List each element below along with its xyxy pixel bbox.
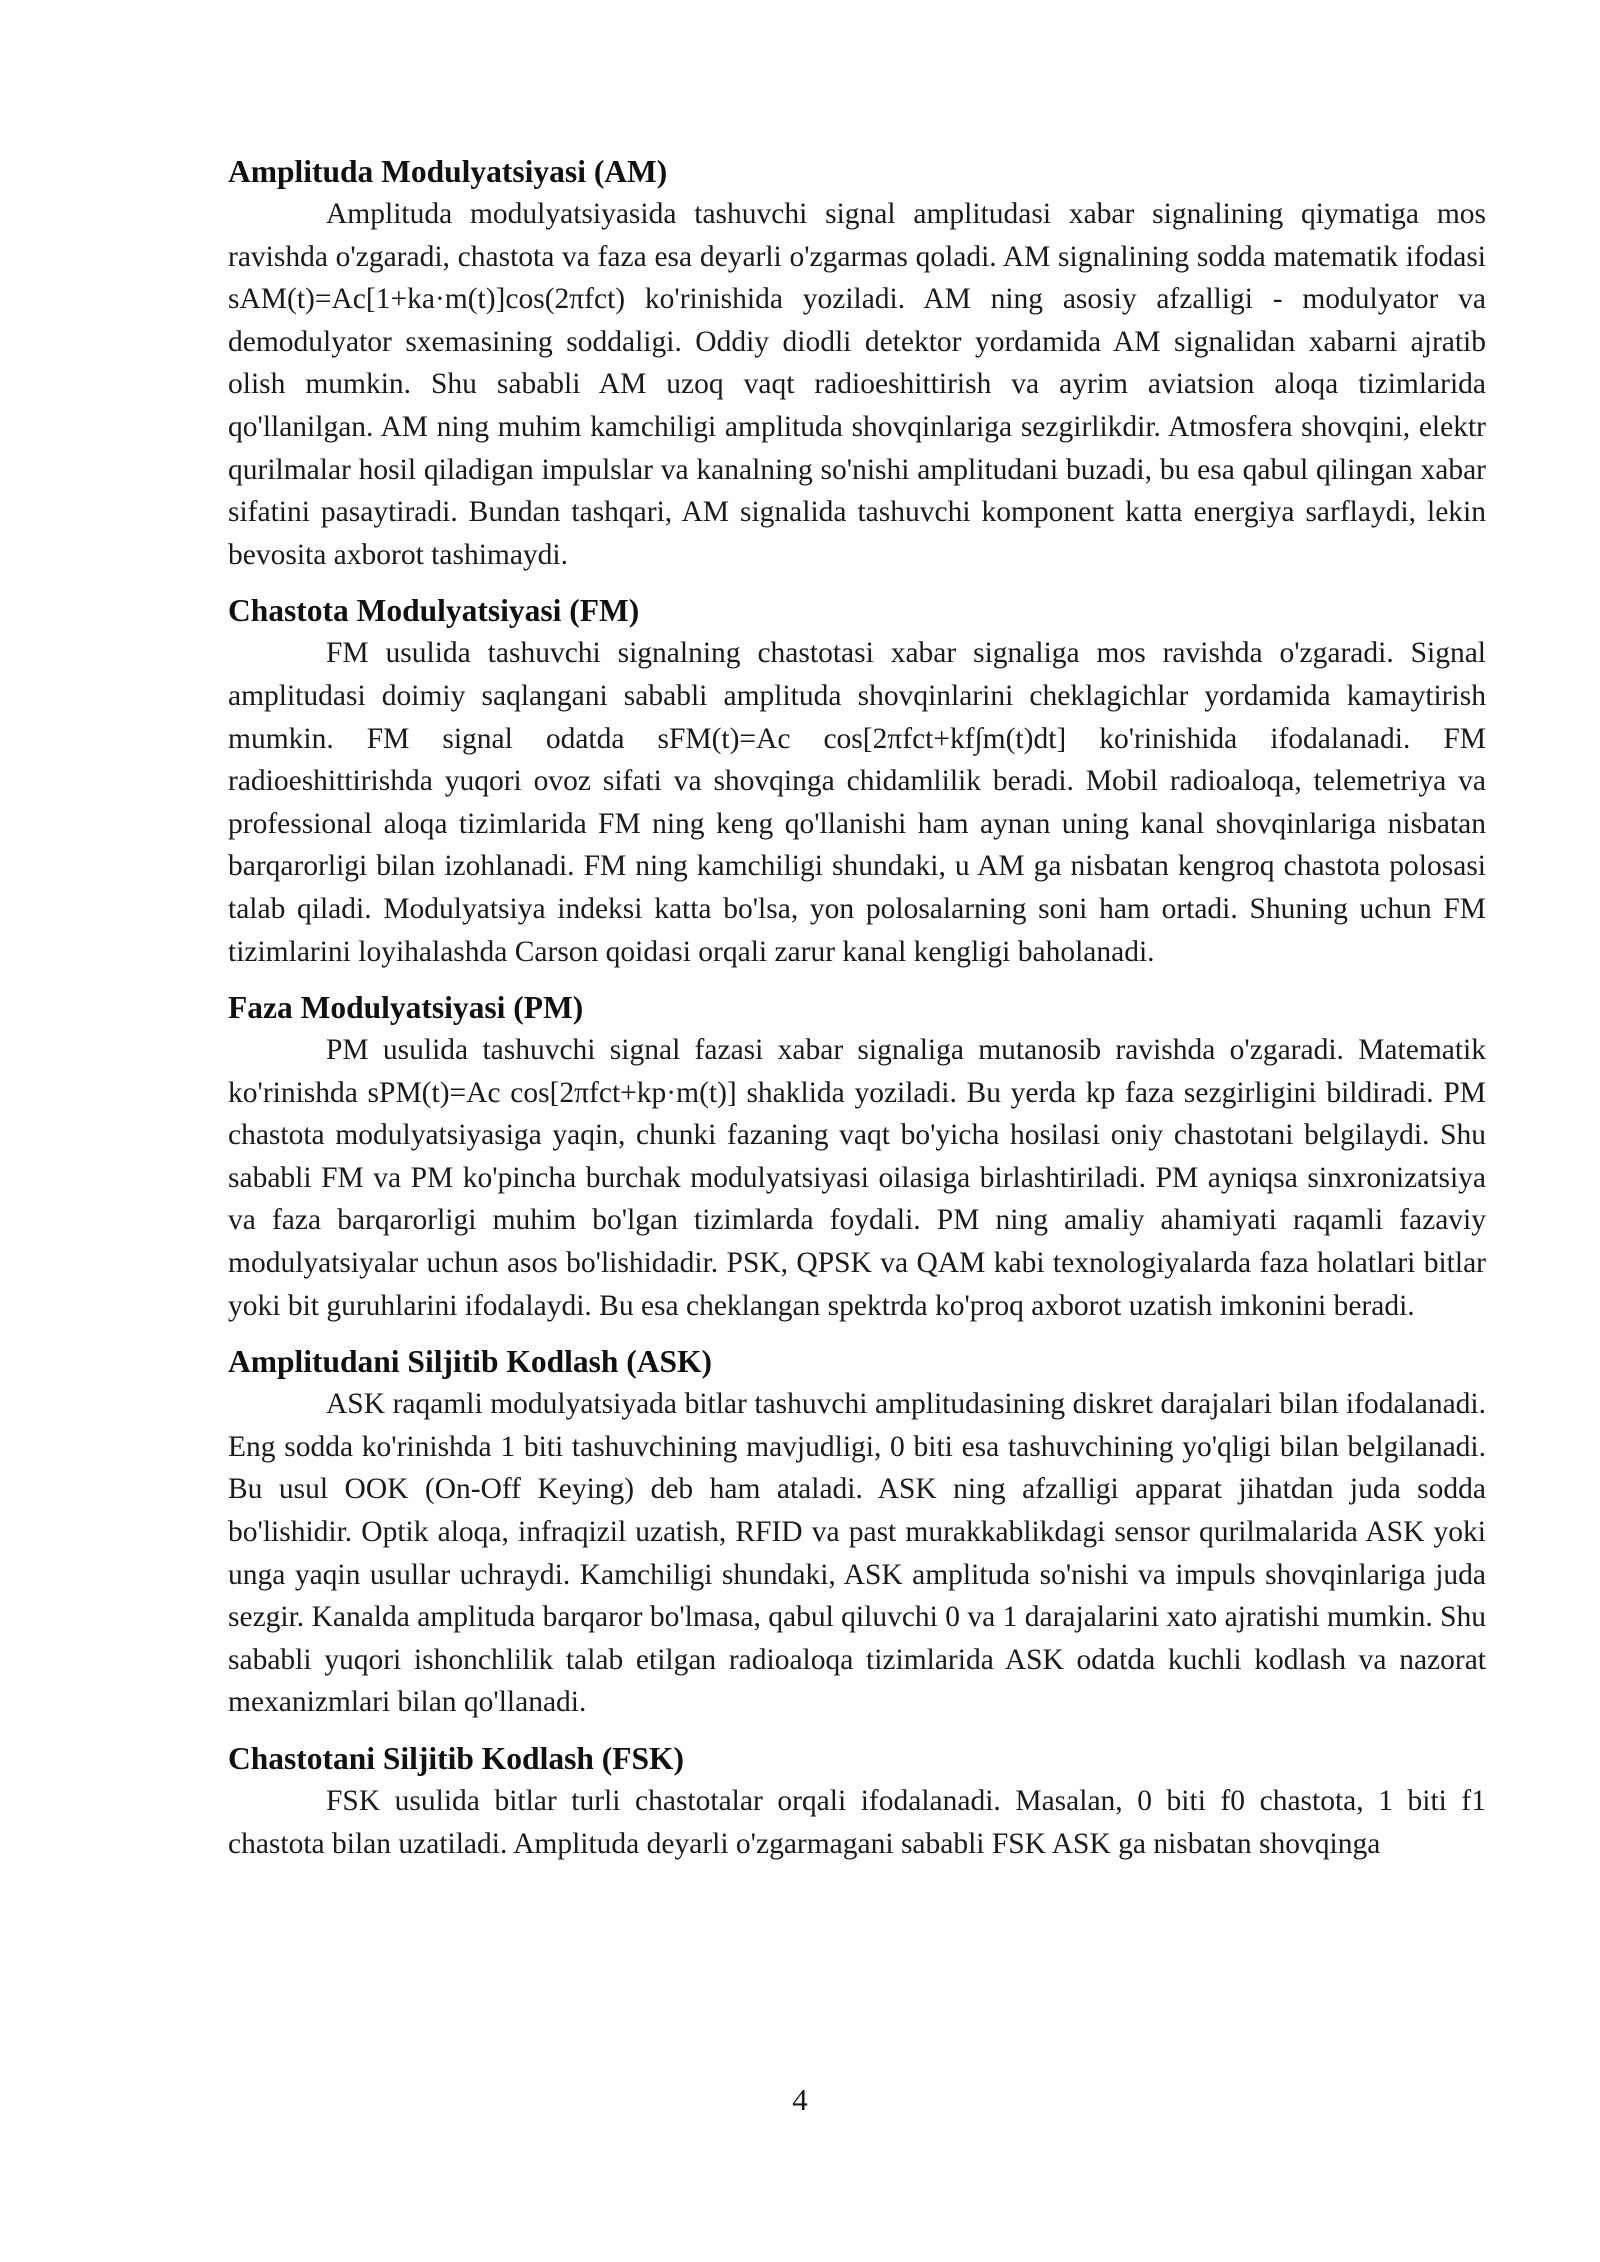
section-heading: Chastota Modulyatsiyasi (FM) [228, 593, 640, 629]
section-paragraph: FM usulida tashuvchi signalning chastotasi xabar signaliga mos ravishda o'zgaradi. Signal amplitudasi doimiy saqlangani sababli amplituda shovqinlarini cheklagichlar yordamida kamaytirish mumkin. FM signal odatda sFM(t)=Ac cos[2πfct+kf∫m(t)dt] ko'rinishida ifodalanadi. FM radioeshittirishda yuqori ovoz sifati va shovqinga chidamlilik beradi. Mobil radioaloqa, telemetriya va professional aloqa tizimlarida FM ning keng qo'llanishi ham aynan uning kanal shovqinlariga nisbatan barqarorligi bilan izohlanadi. FM ning kamchiligi shundaki, u AM ga nisbatan kengroq chastota polosasi talab qiladi. Modulyatsiya indeksi katta bo'lsa, yon polosalarning soni ham ortadi. Shuning uchun FM tizimlarini loyihalashda Carson qoidasi orqali zarur kanal kengligi baholanadi. [228, 637, 1486, 968]
section-paragraph: FSK usulida bitlar turli chastotalar orqali ifodalanadi. Masalan, 0 biti f0 chastota, 1 biti f1 chastota bilan uzatiladi. Amplituda deyarli o'zgarmagani sababli FSK ASK ga nisbatan shovqinga [228, 1785, 1486, 1860]
section-fsk [228, 1737, 1486, 1865]
section-pm [228, 986, 1486, 1327]
section-ask [228, 1340, 1486, 1724]
section-am [228, 150, 1486, 576]
section-paragraph: ASK raqamli modulyatsiyada bitlar tashuvchi amplitudasining diskret darajalari bilan ifodalanadi. Eng sodda ko'rinishda 1 biti tashuvchining mavjudligi, 0 biti esa tashuvchining yo'qligi bilan belgilanadi. Bu usul OOK (On-Off Keying) deb ham ataladi. ASK ning afzalligi apparat jihatdan juda sodda bo'lishidir. Optik aloqa, infraqizil uzatish, RFID va past murakkablikdagi sensor qurilmalarida ASK yoki unga yaqin usullar uchraydi. Kamchiligi shundaki, ASK amplituda so'nishi va impuls shovqinlariga juda sezgir. Kanalda amplituda barqaror bo'lmasa, qabul qiluvchi 0 va 1 darajalarini xato ajratishi mumkin. Shu sababli yuqori ishonchlilik talab etilgan radioaloqa tizimlarida ASK odatda kuchli kodlash va nazorat mexanizmlari bilan qo'llanadi. [228, 1388, 1486, 1719]
section-paragraph: Amplituda modulyatsiyasida tashuvchi signal amplitudasi xabar signalining qiymatiga mos ravishda o'zgaradi, chastota va faza esa deyarli o'zgarmas qoladi. AM signalining sodda matematik ifodasi sAM(t)=Ac[1+ka·m(t)]cos(2πfct) ko'rinishida yoziladi. AM ning asosiy afzalligi - modulyator va demodulyator sxemasining soddaligi. Oddiy diodli detektor yordamida AM signalidan xabarni ajratib olish mumkin. Shu sababli AM uzoq vaqt radioeshittirish va ayrim aviatsion aloqa tizimlarida qo'llanilgan. AM ning muhim kamchiligi amplituda shovqinlariga sezgirlikdir. Atmosfera shovqini, elektr qurilmalar hosil qiladigan impulslar va kanalning so'nishi amplitudani buzadi, bu esa qabul qilingan xabar sifatini pasaytiradi. Bundan tashqari, AM signalida tashuvchi komponent katta energiya sarflaydi, lekin bevosita axborot tashimaydi. [228, 198, 1486, 571]
section-paragraph: PM usulida tashuvchi signal fazasi xabar signaliga mutanosib ravishda o'zgaradi. Matematik ko'rinishda sPM(t)=Ac cos[2πfct+kp·m(t)] shaklida yoziladi. Bu yerda kp faza sezgirligini bildiradi. PM chastota modulyatsiyasiga yaqin, chunki fazaning vaqt bo'yicha hosilasi oniy chastotani belgilaydi. Shu sababli FM va PM ko'pincha burchak modulyatsiyasi oilasiga birlashtiriladi. PM ayniqsa sinxronizatsiya va faza barqarorligi muhim bo'lgan tizimlarda foydali. PM ning amaliy ahamiyati raqamli fazaviy modulyatsiyalar uchun asos bo'lishidadir. PSK, QPSK va QAM kabi texnologiyalarda faza holatlari bitlar yoki bit guruhlarini ifodalaydi. Bu esa cheklangan spektrda ko'proq axborot uzatish imkonini beradi. [228, 1034, 1486, 1322]
section-heading: Amplitudani Siljitib Kodlash (ASK) [228, 1344, 713, 1380]
section-heading: Faza Modulyatsiyasi (PM) [228, 990, 584, 1026]
page-number: 4 [792, 2082, 808, 2117]
section-heading: Amplituda Modulyatsiyasi (AM) [228, 154, 668, 189]
section-heading: Chastotani Siljitib Kodlash (FSK) [228, 1741, 684, 1776]
page-content [228, 150, 1486, 1865]
section-fm [228, 589, 1486, 973]
